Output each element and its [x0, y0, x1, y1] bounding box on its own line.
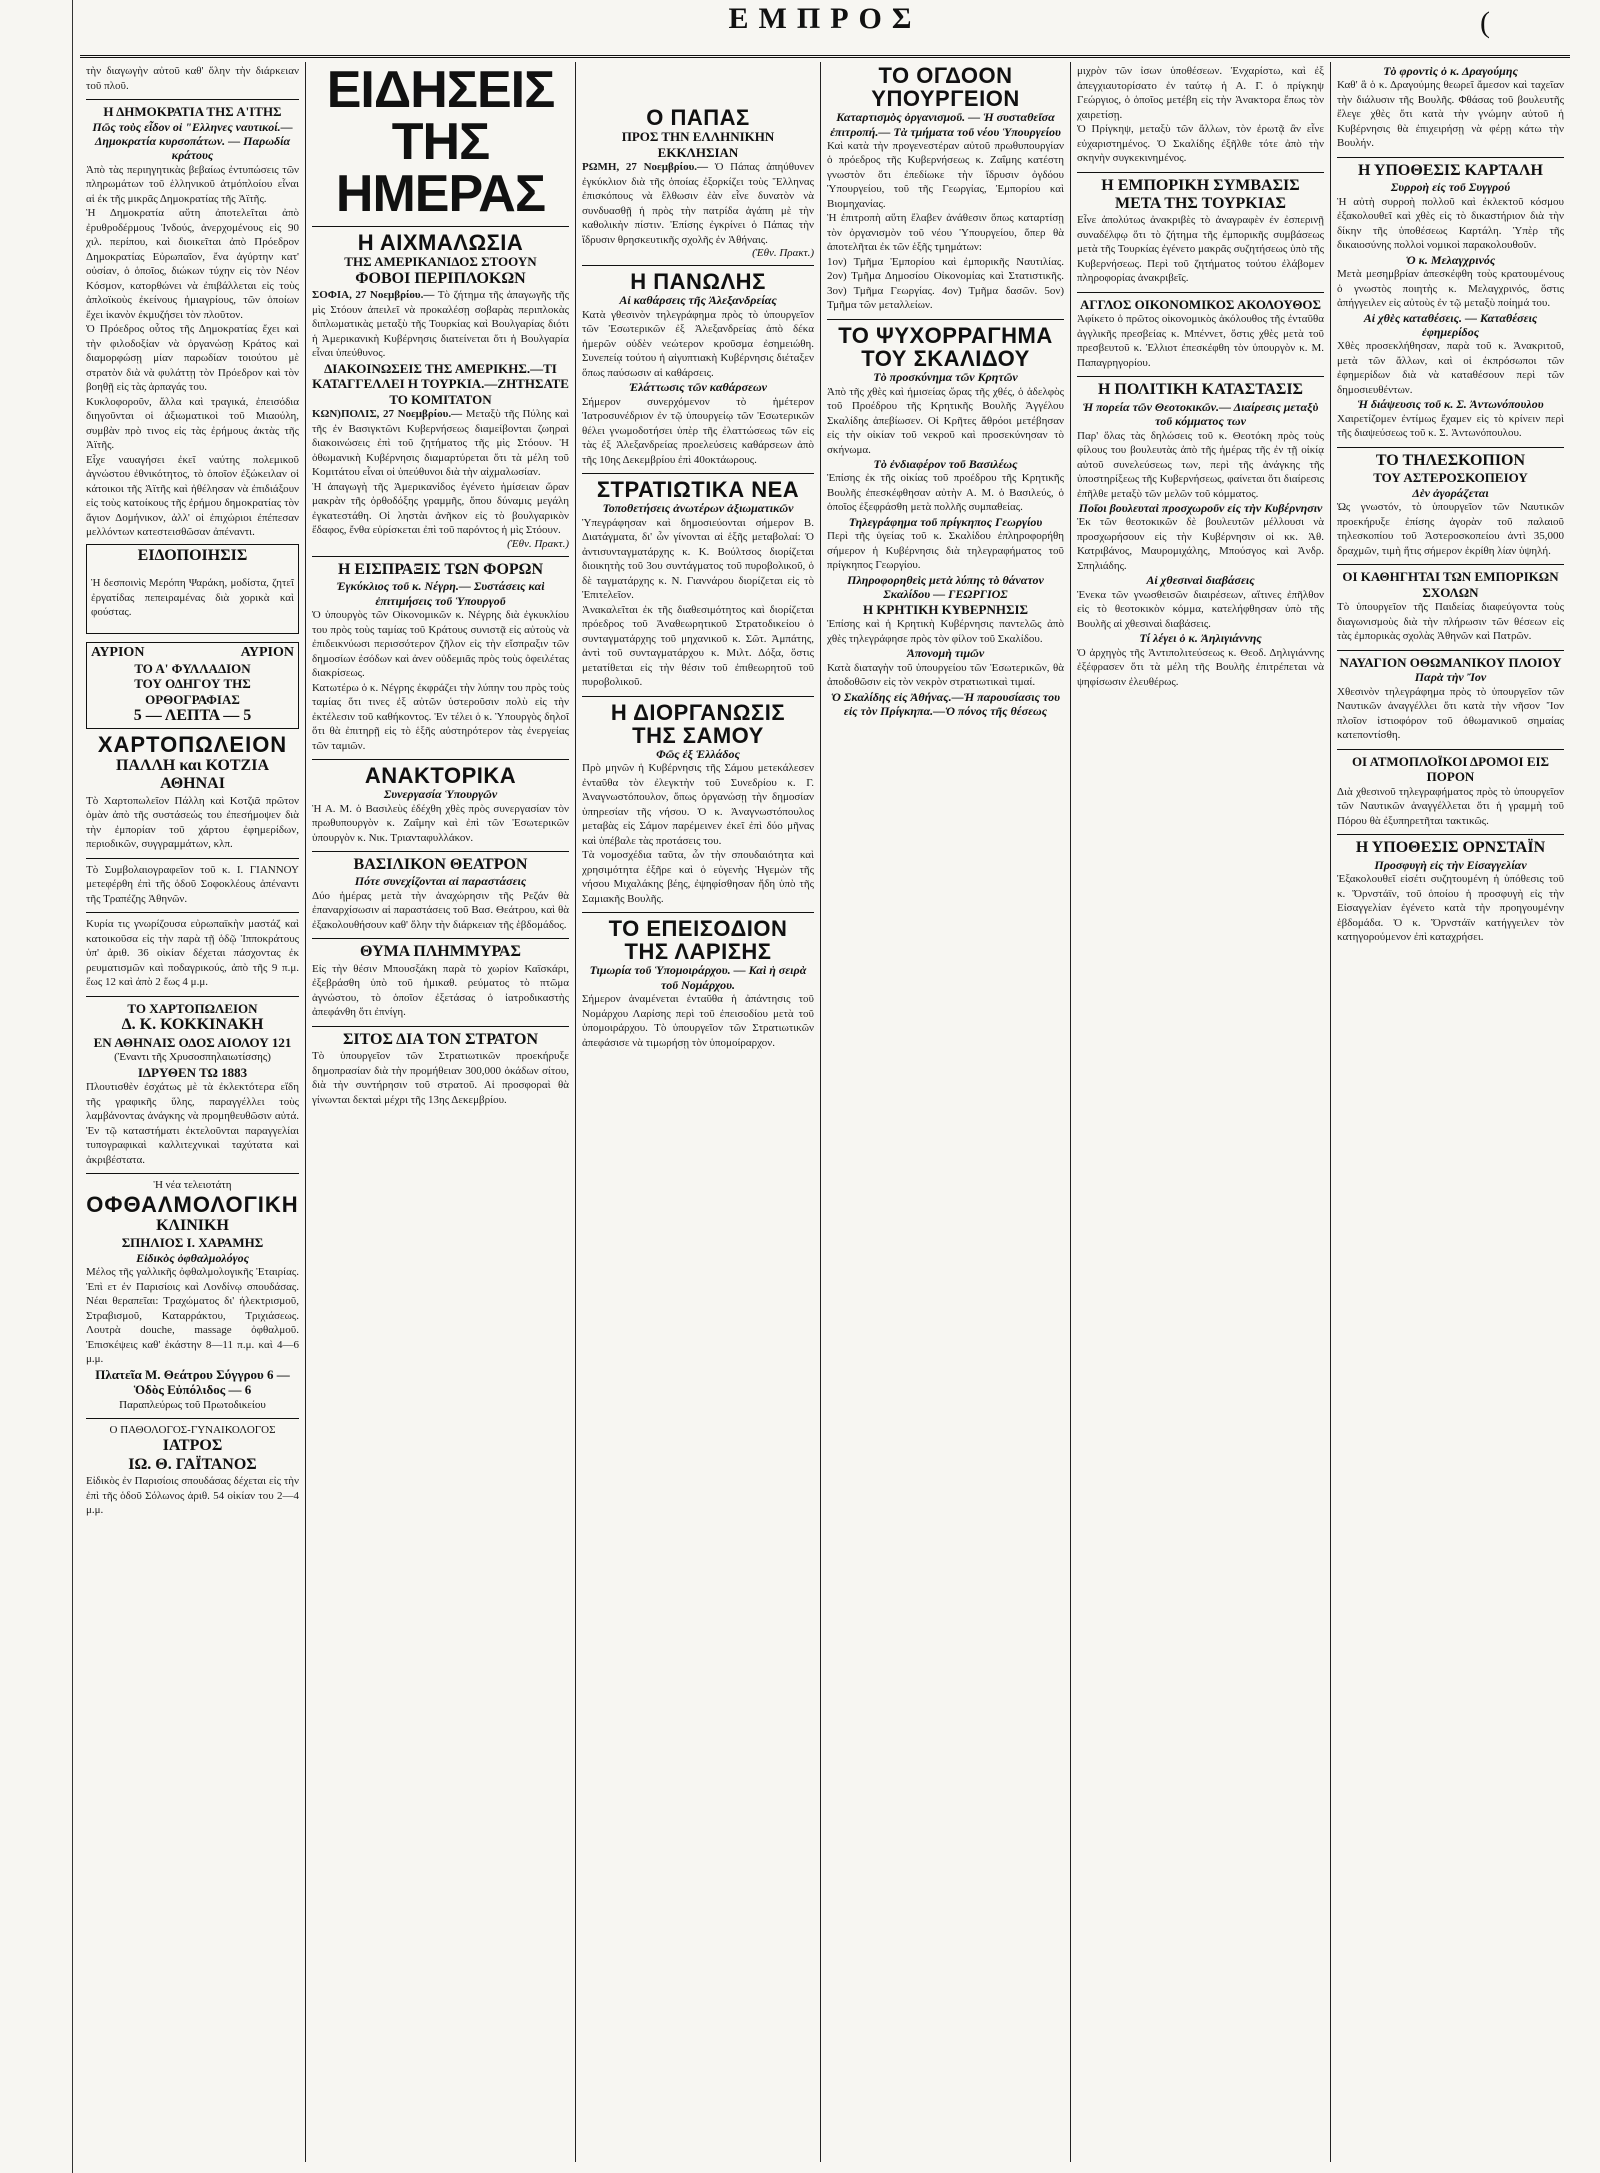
- article-text: Ἀνακαλεῖται ἐκ τῆς διαθεσιμότητος καὶ διορίζεται πρόεδρος τοῦ Ἀναθεωρητικοῦ Στρατοδικείου ὁ συνταγματάρχης τοῦ μηχανικοῦ κ. Σῶτ. Ἀμπάτης, ἀντὶ τοῦ συνταγματάρχου κ. Μιλτ. Δόξα, ὅστις μετατίθεται εἰς τὴν θέσιν τοῦ ἐπιθεωρητοῦ τοῦ πυροβολικοῦ.: [582, 603, 814, 689]
- divider: [312, 226, 569, 227]
- notice-text: Τὸ Συμβολαιογραφεῖον τοῦ κ. Ι. ΓΙΑΝΝΟΥ μετεφέρθη ἐπὶ τῆς ὁδοῦ Σοφοκλέους ἀπέναντι τῆς Τραπέζης Ἀθηνῶν.: [86, 863, 299, 905]
- ad-name: ΣΠΗΛΙΟΣ Ι. ΧΑΡΑΜΗΣ: [121, 1235, 264, 1251]
- article-text: Εἰς τὴν θέσιν Μπουσξάκη παρὰ τὸ χωρίον Καϊσκάρι, ἐξεβράσθη ὑπὸ τοῦ ἡμικαθ. ρεύματος τὸ πτῶμα ἀγνώστου, τὸ ὁποῖον ἐξετάσας ὁ ἰατροδικαστὴς ἀπεφάνθη ὅτι ἐπνίγη.: [312, 962, 569, 1019]
- article-text: Μετὰ μεσημβρίαν ἀπεσκέφθη τοὺς κρατουμένους ὁ γνωστὸς ποιητὴς κ. Μελαγχρινός, ὅστις ἀπήγγειλεν εἰς αὐτοὺς ἐν τῷ μεταξὺ ποίημά του.: [1337, 268, 1564, 310]
- divider: [1077, 292, 1324, 293]
- article-text: Ἐπίσης καὶ ἡ Κρητικὴ Κυβέρνησις παντελῶς ἀπὸ χθὲς τηλεγράφησε πρὸς τὸν φίλον τοῦ Σκαλίδου.: [827, 618, 1064, 645]
- article-title-2: ΤΗΣ ΛΑΡΙΣΗΣ: [624, 939, 772, 965]
- article-subtitle: Πότε συνεχίζονται αἱ παραστάσεις: [354, 874, 527, 889]
- ad-line: ΤΟΥ ΟΔΗΓΟΥ ΤΗΣ ΟΡΘΟΓΡΑΦΙΑΣ: [134, 676, 251, 707]
- ad-name: ΙΩ. Θ. ΓΑΪΤΑΝΟΣ: [128, 1455, 257, 1473]
- source-credit: (Ἐθν. Πρακτ.): [752, 247, 814, 260]
- ad-note: (Ἐναντι τῆς Χρυσοσπηλαιωτίσσης): [114, 1051, 271, 1064]
- article-title-2: ΜΕΤΑ ΤΗΣ ΤΟΥΡΚΙΑΣ: [1115, 194, 1286, 212]
- article-text: Κατὰ διαταγὴν τοῦ ὑπουργείου τῶν Ἐσωτερικῶν, θὰ ἀποδοθῶσιν εἰς τὸν νεκρὸν στρατιωτικαὶ τιμαί.: [827, 661, 1064, 689]
- ad-line: ΤΟ Α' ΦΥΛΛΑΔΙΟΝ: [134, 660, 251, 676]
- telegram-quote: Πληροφορηθεὶς μετὰ λύπης τὸ θάνατον Σκαλίδου — ΓΕΩΡΓΙΟΣ: [847, 572, 1044, 602]
- ad-text: Τὸ Χαρτοπωλεῖον Πάλλη καὶ Κοτζιᾶ πρῶτον ὁμὰν ἀπὸ τῆς συστάσεώς του ἐπεσήμοψεν διὰ τὴν ἐμπορίαν τοῦ χάρτου ἐφημερίδων, περιοδικῶν, συγγραμμάτων, κλπ.: [86, 794, 299, 851]
- article-text: Δύο ἡμέρας μετὰ τὴν ἀναχώρησιν τῆς Ρεζάν θὰ ἐπαναρχίσωσιν αἱ παραστάσεις τοῦ Βασ. Θεάτρου, καὶ θὰ ἐξακολουθήσουν καθ' ὅλην τὴν διάρκειαν τῆς ἑβδομάδος.: [312, 889, 569, 931]
- article-subtitle: Ἡ πορεία τῶν Θεοτοκικῶν.— Διαίρεσις μεταξὺ τοῦ κόμματος των: [1082, 399, 1319, 429]
- article-text: Κυκλοφοροῦν, ἄλλα καὶ τραγικά, ἐπεισόδια διηγοῦνται οἱ ἀξιωματικοὶ τοῦ Μιαούλη, συμβὰν πρὸ τινος εἰς τὰς ἐρήμους ἀκτὰς τῆς Ἀϊτῆς.: [86, 395, 299, 452]
- ad-text: Εἰδικὸς ἐν Παρισίοις σπουδάσας δέχεται εἰς τὴν ἐπὶ τῆς ὁδοῦ Σόλωνος ἀριθ. 54 οἰκίαν του 2—4 μ.μ.: [86, 1475, 299, 1517]
- article-subtitle: Τὸ φροντὶς ὁ κ. Δραγούμης: [1383, 64, 1518, 78]
- ad-title: ΟΦΘΑΛΜΟΛΟΓΙΚΗ: [86, 1191, 299, 1217]
- column-3: [575, 62, 820, 2162]
- column-2: [305, 62, 575, 2162]
- column-5: [1070, 62, 1330, 2162]
- article-text: Κατωτέρω ὁ κ. Νέγρης ἐκφράζει τὴν λύπην του πρὸς τοὺς ταμίας ὅτι τινες ἐξ αὐτῶν ὑστεροῦσιν πολὺ εἰς τὴν ἐκτέλεσιν τοῦ καθήκοντος. Ἐν τέλει ὁ κ. Ὑπουργὸς δηλοῖ ὅτι θὰ ἐπιτηρῇ εἰς τὸ ἑξῆς αὐστηρότερον τὰς ἐνεργείας τῶν ταμιῶν.: [312, 681, 569, 752]
- article-title: ΣΙΤΟΣ ΔΙΑ ΤΟΝ ΣΤΡΑΤΟΝ: [342, 1030, 539, 1048]
- article-text: Πρὸ μηνῶν ἡ Κυβέρνησις τῆς Σάμου μετεκάλεσεν ἐνταῦθα τὸν ἐλεγκτὴν τοῦ Συνεδρίου κ. Γ. Ἀναγνωστόπουλον, ὅπως ὀργανώσῃ τὴν δημοσίαν ὑπηρεσίαν τῆς νήσου. Ὁ κ. Ἀναγνωστόπουλος μεταβὰς εἰς Σάμον παρέμεινεν ἐκεῖ ἐπὶ δύο μῆνας καὶ ὑπέβαλε τὰς προτάσεις του.: [582, 762, 814, 847]
- article-subtitle: Ἡ διάψευσις τοῦ κ. Σ. Ἀντωνόπουλου: [1357, 397, 1544, 412]
- dateline: ΡΩΜΗ, 27 Νοεμβρίου.—: [582, 161, 709, 174]
- ad-text: Μέλος τῆς γαλλικῆς ὀφθαλμολογικῆς Ἑταιρίας. Ἐπὶ ετ ἐν Παρισίοις καὶ Λονδίνῳ σπουδάσας. Νέαι θεραπεῖαι: Τραχώματος δι' ἠλεκτρισμοῦ, Στραβισμοῦ, Καταρράκτου, Τριχιάσεως. Λουτρὰ douche, massage ὀφθαλμοῦ. Ἐπισκέψεις καθ' ἑκάστην 8—11 π.μ. καὶ 4—6 μ.μ.: [86, 1266, 299, 1366]
- divider: [1077, 172, 1324, 173]
- article-subtitle: Η ΚΡΗΤΙΚΗ ΚΥΒΕΡΝΗΣΙΣ: [862, 601, 1029, 617]
- article-title: ΤΟ ΤΗΛΕΣΚΟΠΙΟΝ: [1375, 451, 1526, 469]
- ad-address: ΕΝ ΑΘΗΝΑΙΣ ΟΔΟΣ ΑΙΟΛΟΥ 121: [93, 1034, 292, 1050]
- article-text: Χαιρετίζομεν ἐντίμως ἔχαμεν εἰς τὸ κρίνειν περὶ τῆς διαψεύσεως τοῦ κ. Σ. Ἀντωνόπουλου.: [1337, 412, 1564, 440]
- article-subtitle: Ἐγκύκλιος τοῦ κ. Νέγρη.— Συστάσεις καὶ ἐπιτιμήσεις τοῦ Ὑπουργοῦ: [336, 579, 545, 608]
- divider: [1077, 376, 1324, 377]
- article-title: ΤΟ ΨΥΧΟΡΡΑΓΗΜΑ: [838, 322, 1053, 348]
- divider: [1337, 157, 1564, 158]
- divider: [86, 1173, 299, 1174]
- article-text: Κατὰ γθεσινὸν τηλεγράφημα πρὸς τὸ ὑπουργεῖον τῶν Ἐσωτερικῶν ἐξ Ἀλεξανδρείας ἀπὸ δέκα ἡμερῶν οὐδὲν νεώτερον κροῦσμα ἐσημειώθη. Συνεπείᾳ τούτου ἡ αἰγυπτιακὴ Κυβέρνησις διέταξεν ὅπως παύσωσιν αἱ καθάρσεις.: [582, 308, 814, 379]
- article-title: Η ΠΑΝΩΛΗΣ: [630, 269, 766, 295]
- article-text: Χθεσινὸν τηλεγράφημα πρὸς τὸ ὑπουργεῖον τῶν Ναυτικῶν ἀναγγέλλει ὅτι κατὰ τὴν νῆσον Ἴον πλοῖον ἰστιοφόρον τοῦ ὀθωμανικοῦ σημαίας κατεποντίσθη.: [1337, 685, 1564, 742]
- article-text: Ἀπὸ τῆς χθὲς καὶ ἡμισείας ὥρας τῆς χθές, ὁ ἀδελφὸς τοῦ Προέδρου τῆς Κρητικῆς Βουλῆς Ἀγγέλου Σκαλίδης ἀπεβίωσεν. Οἱ Κρῆτες ἄθρόοι μετέβησαν εἰς τὴν οἰκίαν τοῦ νεκροῦ καὶ προσεκύνησαν τὸ σκήνωμα.: [827, 385, 1064, 456]
- divider: [1337, 447, 1564, 448]
- article-body: Ὁ Πάπας ἀπηύθυνεν ἐγκύκλιον διὰ τῆς ὁποίας ἐξορκίζει τοὺς Ἕλληνας ἐπισκόπους νὰ ἔλθωσιν ἐὰν εἶνε δυνατὸν νὰ συνδυασθῇ ἡ πρὸς τὴν πατρίδα ἀγάπη μὲ τὴν καθολικὴν πίστιν. Ἐπίσης ἐγκρίνει ὁ Πάπας τὴν ἵδρυσιν θρησκευτικῆς σχολῆς ἐν Ἀθήναις.: [582, 161, 814, 246]
- newspaper-title: ΕΜΠΡΟΣ: [728, 2, 922, 35]
- article-subtitle: Τὸ ἐνδιαφέρον τοῦ Βασιλέως: [873, 457, 1018, 472]
- article-title: ΑΝΑΚΤΟΡΙΚΑ: [364, 763, 517, 789]
- ad-title-2: ΚΛΙΝΙΚΗ: [156, 1216, 229, 1234]
- article-text: Καθ' ἃ ὁ κ. Δραγούμης θεωρεῖ ἄμεσον καὶ ταχεῖαν τὴν διάλυσιν τῆς Βουλῆς. Φθάσας τοῦ βουλευτῆς ἔλεγε χθὲς ὅτι κατὰ τὴν γνώμην αὐτοῦ ἡ Κυβέρνησις θὰ ἐπιχειρήσῃ νὰ φέρῃ κάτω τὴν Βουλήν.: [1337, 79, 1564, 150]
- article-text: [312, 288, 569, 361]
- article-text: μιχρὸν τῶν ἰσων ὑποθέσεων. Ἐνχαρίστω, καὶ ἐξ ἀπεγχιαυτορίσατο ἐν ταύτῳ ἡ Α. Γ. ὁ πρίγκηψ Γεώργιος, ὁ ὁποῖος μετέβη εἰς τὴν Ἀνακτορα ἔπως τὸν χαιρετίσῃ.: [1077, 65, 1324, 121]
- article-text: Διὰ χθεσινοῦ τηλεγραφήματος πρὸς τὸ ὑπουργεῖον τῶν Ναυτικῶν ἀναγγέλλεται ὅτι ἡ γραμμὴ τοῦ Πόρου θὰ ἐξυπηρετῆται τακτικῶς.: [1337, 785, 1564, 827]
- article-title: ΟΙ ΑΤΜΟΠΛΟΪΚΟΙ ΔΡΟΜΟΙ ΕΙΣ ΠΟΡΟΝ: [1351, 753, 1550, 785]
- divider: [86, 996, 299, 997]
- article-title: Η ΥΠΟΘΕΣΙΣ ΟΡΝΣΤΑΪΝ: [1355, 839, 1546, 857]
- ad-box: [86, 642, 299, 729]
- article-text: Ὁ Πρόεδρος οὗτος τῆς Δημοκρατίας ἔχει καὶ τὴν φιλοδοξίαν νὰ ὀργανώσῃ Κράτος καὶ διαμορφώσῃ μίαν παρωδίαν τοιούτου μὲ στρατὸν διὰ νὰ φυλάττῃ τὸν Πρόεδρον καὶ τὸν βοηθῇ εἰς τὰς ἀρπαγάς του.: [86, 323, 299, 394]
- ad-tomorrow-left: ΑΥΡΙΟΝ: [91, 644, 145, 660]
- article-subtitle: Καταρτισμὸς ὀργανισμοῦ. — Ἡ συσταθεῖσα ἐπιτροπή.— Τὰ τμήματα τοῦ νέου Ὑπουργείου: [830, 110, 1061, 139]
- article-text: Τὰ νομοσχέδια ταῦτα, ὧν τὴν σπουδαιότητα καὶ χρησιμότητα ἐξῆρε καὶ ὁ εὐγενὴς Ἡγεμὼν τῆς νήσου Μιχαλάκης βέης, ἐψηφίσθησαν ἤδη ὑπὸ τῆς Σαμιακῆς Βουλῆς.: [582, 849, 814, 905]
- divider: [1337, 564, 1564, 565]
- ad-subtitle: Εἰδικὸς ὀφθαλμολόγος: [136, 1250, 249, 1265]
- article-text: [582, 160, 814, 247]
- article-subtitle: Συνεργασία Ὑπουργῶν: [383, 787, 498, 802]
- article-title: Η ΠΟΛΙΤΙΚΗ ΚΑΤΑΣΤΑΣΙΣ: [1097, 381, 1304, 399]
- article-text: Σήμερον ἀναμένεται ἐνταῦθα ἡ ἀπάντησις τοῦ Νομάρχου Λαρίσης περὶ τοῦ ἐπεισοδίου μετὰ τοῦ ὑπομοιράρχου. Τὸ ὑπουργεῖον τῶν Στρατιωτικῶν ἀπεφάσισε νὰ τιμωρήσῃ τὸν ὑπομοίραρχον.: [582, 993, 814, 1049]
- article-title: ΒΑΣΙΛΙΚΟΝ ΘΕΑΤΡΟΝ: [353, 856, 528, 874]
- article-title: ΤΟ ΟΓΔΟΟΝ: [878, 63, 1013, 88]
- divider: [1337, 650, 1564, 651]
- article-title: Η ΕΙΣΠΡΑΞΙΣ ΤΩΝ ΦΟΡΩΝ: [337, 560, 544, 578]
- ad-pre: Ἡ νέα τελειοτάτη: [153, 1179, 232, 1192]
- article-subtitle: ΔΙΑΚΟΙΝΩΣΕΙΣ ΤΗΣ ΑΜΕΡΙΚΗΣ.—ΤΙ ΚΑΤΑΓΓΕΛΛΕΙ Η ΤΟΥΡΚΙΑ.—ΖΗΤΗΣΑΤΕ ΤΟ ΚΟΜΙΤΑΤΟΝ: [312, 360, 569, 407]
- article-text: Τὸ ὑπουργεῖον τῶν Στρατιωτικῶν προεκήρυξε δημοπρασίαν διὰ τὴν προμήθειαν 300,000 ὀκάδων σίτου, διὰ τὴν συντήρησιν τοῦ στρατοῦ. Αἱ προσφοραὶ θὰ γίνωνται δεκταὶ μέχρι τῆς 13ης Δεκεμβρίου.: [312, 1050, 569, 1106]
- column-1: [80, 62, 305, 2162]
- article-subtitle: Τιμωρία τοῦ Ὑπομοιράρχου. — Καὶ ἡ σειρὰ τοῦ Νομάρχου.: [589, 963, 807, 992]
- article-text: Τὸ ὑπουργεῖον τῆς Παιδείας διαφεύγοντα τοὺς διαγωνισμοὺς διὰ τὴν πλήρωσιν τῶν θέσεων εἰς τὰς ἐμπορικὰς σχολὰς Ἀθηνῶν καὶ Πατρῶν.: [1337, 601, 1564, 643]
- spacer: [582, 64, 814, 106]
- article-text: Εἶνε ἀπολύτως ἀνακριβὲς τὸ ἀναγραφὲν ἐν ἐσπερινῇ συναδέλφῳ ὅτι τὸ ζήτημα τῆς ἐμπορικῆς συμβάσεως μετὰ τῆς Τουρκίας ἐγένετο μακρᾶς συζητήσεως ὑπὸ τῆς Κυβερνήσεως. Περὶ τοῦ ζητήματος τούτου ἐλάβομεν πληροφορίας ἀνακριβεῖς.: [1077, 214, 1324, 285]
- article-text: Ἡ Δημοκρατία αὕτη ἀποτελεῖται ἀπὸ ἐρυθροδέρμους Ἰνδούς, ἀνερχομένους εἰς 90 χιλ. περίπου, καὶ διοικεῖται ἀπὸ Πρόεδρον Δημοκρατίας Εὐρωπαῖον, ἔνα ἀγύρτην κατ' οὐσίαν, ὁ ὁποῖος, διώκων τύχην εἰς τὸν Νέον Κόσμον, κατορθώνει νὰ ἐπιβάλλεται εἰς τοὺς ἀπλοϊκοὺς ἐκείνους ἠμιαγρίους, τῶν ὁποίων ἔχει ἱκανὸν ἐκμυζήσει τὸν πλοῦτον.: [86, 207, 299, 321]
- article-text: Εἶχε ναυαγήσει ἐκεῖ ναύτης πολεμικοῦ ἀγνώστου ἐθνικότητος, τὸ ὁποῖον ἐξώκειλαν οἱ κάτοικοι τῆς Ἀϊτῆς καὶ ἠθέλησαν νὰ ἐπιδιάξουν εἰς τοὺς κατοίκους τῆς ἐρήμου δημοκρατίας τὸν ἅγιον Δομήνικον, ἀλλ' οἱ ἐπιχώριοι ἐπέπεσαν μελλόντων κατεστεισθῶσαν ἀπέναντι.: [86, 453, 299, 539]
- article-subtitle: Ὁ Σκαλίδης εἰς Ἀθήνας.—Ἡ παρουσίασις του εἰς τὸν Πρίγκηπα.—Ὁ πόνος τῆς θέσεως: [831, 689, 1060, 718]
- source-credit: (Ἐθν. Πρακτ.): [507, 537, 569, 550]
- article-subtitle: Δὲν ἀγοράζεται: [1412, 485, 1489, 500]
- article-subtitle: Παρὰ τὴν Ἴον: [1414, 670, 1487, 685]
- divider: [827, 319, 1064, 320]
- article-title: ΤΟ ΕΠΕΙΣΟΔΙΟΝ: [608, 916, 788, 942]
- article-title: Η ΑΙΧΜΑΛΩΣΙΑ: [357, 230, 524, 255]
- divider: [1337, 834, 1564, 835]
- ad-pre: Ο ΠΑΘΟΛΟΓΟΣ-ΓΥΝΑΙΚΟΛΟΓΟΣ: [109, 1424, 276, 1437]
- divider: [582, 473, 814, 474]
- article-subtitle: Αἱ χθὲς καταθέσεις. — Καταθέσεις ἐφημερίδος: [1363, 310, 1538, 339]
- section-banner: ΕΙΔΗΣΕΙΣ ΤΗΣ ΗΜΕΡΑΣ: [326, 62, 555, 223]
- notice-title: ΕΙΔΟΠΟΙΗΣΙΣ: [137, 546, 248, 564]
- article-subtitle: Προσφυγὴ εἰς τὴν Εἰσαγγελίαν: [1374, 857, 1527, 872]
- article-text: Καὶ κατὰ τὴν προγενεστέραν αὐτοῦ πρωθυπουργίαν ὁ πρόεδρος τῆς Κυβερνήσεως κ. Ζαΐμης κατέστη γνωστὸν ὅτι ἐπεδίωκε τὴν ἵδρυσιν ὀγδόου Ὑπουργείου, τοῦ τῆς Γεωργίας, Ἐμπορίου καὶ Βιομηχανίας.: [827, 139, 1064, 210]
- article-text: Ἐνεκα τῶν γνωσθεισῶν διαιρέσεων, αἵτινες ἐπῆλθον εἰς τὸ θεοτοκικὸν κόμμα, κατελήφθησαν ὑπὸ τῆς Βουλῆς αἱ χθεσιναὶ διαβάσεις.: [1077, 588, 1324, 630]
- article-text: Ὁ ἀρχηγὸς τῆς Ἀντιπολιτεύσεως κ. Θεοδ. Δηλιγιάννης ἐξέφρασεν ὅτι τὰ μέλη τῆς Βουλῆς ἐπιτρέπεται νὰ ψηφίσωσιν ἐλευθέρως.: [1077, 646, 1324, 688]
- article-title-2: ΥΠΟΥΡΓΕΙΟΝ: [871, 86, 1020, 112]
- divider: [312, 1026, 569, 1027]
- notice-text: Κυρία τις γνωρίζουσα εὐρωπαϊκὴν μαστάζ καὶ κατοικοῦσα εἰς τὴν παρὰ τῇ ὁδῷ Ἱπποκράτους ὑπ' ἀριθ. 36 οἰκίαν δέχεται πάσχοντας ἐκ ρευματισμῶν καὶ ποδαγρικούς, ἀπὸ τῆς 9 π.μ. ἕως 12 καὶ ἀπὸ 2 ἕως 4 μ.μ.: [86, 918, 299, 989]
- article-body: Μεταξὺ τῆς Πύλης καὶ τῆς ἐν Βασιγκτῶνι Κυβερνήσεως διαμείβονται ζωηραὶ διακοινώσεις ἐπὶ τοῦ ζητήματος τῆς μὶς Στόουν. Ἡ ὀθωμανικὴ Κυβέρνησις διαμαρτύρεται ὅτι τὰ μέλη τοῦ Κομιτάτου εἶναι οἱ ὑπεύθυνοι διὰ τὴν αἰχμαλωσίαν.: [312, 408, 569, 479]
- article-text: [312, 407, 569, 480]
- article-text: Ἡ Α. Μ. ὁ Βασιλεὺς ἐδέχθη χθὲς πρὸς συνεργασίαν τὸν πρωθυπουργὸν κ. Ζαΐμην καὶ ἐπὶ τῶν Ἐσωτερικῶν ὑπουργὸν κ. Νικ. Τριανταφυλλάκον.: [312, 802, 569, 844]
- article-text: Ἐκ τῶν θεοτοκικῶν δὲ βουλευτῶν μέλλουσι νὰ προσχωρήσουν εἰς τὴν Κυβέρνησιν οἱ κκ. Ἀθ. Κατριβάνος, Μαυρομιχάλης, Μπούσγος καὶ Ἀνδρ. Σπηλιάδης.: [1077, 516, 1324, 572]
- article-text: Χθὲς προσεκλήθησαν, παρὰ τοῦ κ. Ἀνακριτοῦ, μετὰ τῶν ἄλλων, καὶ οἱ ἐκπρόσωποι τῶν ἐφημερίδων διὰ νὰ καταθέσουν περὶ τῶν δημοσιευθέντων.: [1337, 340, 1564, 396]
- article-text: Παρ' ὅλας τὰς δηλώσεις τοῦ κ. Θεοτόκη πρὸς τοὺς φίλους του βουλευτὰς ἀπὸ τῆς ἡμέρας τῆς ἐν τῇ οἰκίᾳ αὐτοῦ συνελεύσεως των, περὶ τῆς ἀνάγκης τῆς ὑποστηρίξεως τῆς Κυβερνήσεως, φαίνεται ὅτι διαίρεσις ἐπῆλθε μεταξὺ τῶν μελῶν τοῦ κόμματος.: [1077, 429, 1324, 500]
- article-text: Ὁ Πρίγκηψ, μεταξὺ τῶν ἄλλων, τὸν ἐρωτᾷ ἂν εἶνε εὐχαριστημένος. Ὁ Σκαλίδης ἐξῆλθε τότε ἀπὸ τὴν σκηνὴν συγκεκινημένος.: [1077, 123, 1324, 164]
- divider: [86, 858, 299, 859]
- article-text: Ἡ ἀπαγωγὴ τῆς Ἀμερικανίδος ἐγένετο ἡμίσειαν ὥραν μακρὰν τῆς ὀρθοδόξης γραμμῆς, ὅπου δύναμις μεγάλη ἐγκατεστάθη. Οἱ ληστὰι ἀνῆκον εἰς τὸ βουλγαρικὸν ἔδαφος, ἔνθα εὑρίσκεται ἐπὶ τοῦ παρόντος ἡ μὶς Στόουν.: [312, 480, 569, 537]
- article-text: Ἀφίκετο ὁ πρῶτος οἰκονομικὸς ἀκόλουθος τῆς ἐνταῦθα ἀγγλικῆς πρεσβείας κ. Μπέννετ, ὅστις χθὲς μετὰ τοῦ πρεσβευτοῦ κ. Ἐλλιοτ ἐπεσκέφθη τὸν ὑπουργὸν κ. Μ. Παπαγρηγορίου.: [1077, 313, 1324, 369]
- article-title: ΘΥΜΑ ΠΛΗΜΜΥΡΑΣ: [360, 943, 521, 961]
- ad-tomorrow-right: ΑΥΡΙΟΝ: [240, 644, 294, 660]
- article-text: Ὁ ὑπουργὸς τῶν Οἰκονομικῶν κ. Νέγρης διὰ ἐγκυκλίου του πρὸς τοὺς ταμίας τοῦ Κράτους συνιστᾷ εἰς αὐτοὺς νὰ ἐπιδεικνύωσι περισσότερον ζῆλον εἰς τὴν εἴσπραξιν τῶν δημοσίων ἐσόδων καὶ ἀνεν οὐδεμιᾶς πρὸς τοὺς ὀφειλέτας διακρίσεως.: [312, 609, 569, 680]
- ad-year: ΙΔΡΥΘΕΝ ΤΩ 1883: [137, 1064, 248, 1080]
- article-title: ΑΓΓΛΟΣ ΟΙΚΟΝΟΜΙΚΟΣ ΑΚΟΛΟΥΘΟΣ: [1079, 296, 1322, 312]
- notice-text: Ἡ δεσποινὶς Μερόπη Ψαράκη, μοδίστα, ζητεῖ ἐργατίδας πεπειραμένας διὰ χορικὰ καὶ φούστας.: [91, 577, 294, 619]
- article-subtitle: Ἐλάττωσις τῶν καθάρσεων: [629, 380, 767, 395]
- ad-header: [91, 645, 294, 661]
- ad-price: 5 — ΛΕΠΤΑ — 5: [133, 707, 252, 725]
- divider: [312, 851, 569, 852]
- divider: [312, 938, 569, 939]
- dateline: ΚΩΝ)ΠΟΛΙΣ, 27 Νοεμβρίου.—: [312, 408, 463, 421]
- divider: [1337, 749, 1564, 750]
- article-title: ΟΙ ΚΑΘΗΓΗΤΑΙ ΤΩΝ ΕΜΠΟΡΙΚΩΝ ΣΧΟΛΩΝ: [1342, 569, 1559, 600]
- article-subtitle: Φῶς ἐξ Ἑλλάδος: [656, 746, 740, 761]
- article-subtitle: ΦΟΒΟΙ ΠΕΡΙΠΛΟΚΩΝ: [355, 269, 526, 287]
- divider: [86, 99, 299, 100]
- article-title-2: ΤΟΥ ΑΣΤΕΡΟΣΚΟΠΕΙΟΥ: [1373, 470, 1528, 486]
- article-title-2: ΤΟΥ ΣΚΑΛΙΔΟΥ: [861, 346, 1030, 372]
- divider: [86, 1418, 299, 1419]
- article-text: Ἐξακολουθεῖ εἰσέτι συζητουμένη ἡ ὑπόθεσις τοῦ κ. Ὄρνστάϊν, τοῦ ὁποίου ἡ προσφυγὴ εἰς τὴν Εἰσαγγελίαν ἐγένετο κατὰ τὴν προηγουμένην ἑβδομάδα. Ὁ κ. Ὄρνστάϊν κατήγγειλεν τὸν κατηγορούμενον ἐπὶ καταχρήσει.: [1337, 873, 1564, 944]
- divider: [582, 265, 814, 266]
- article-subtitle: Τοποθετήσεις ἀνωτέρων ἀξιωματικῶν: [602, 501, 794, 516]
- divider: [312, 759, 569, 760]
- article-title: Η ΕΜΠΟΡΙΚΗ ΣΥΜΒΑΣΙΣ: [1101, 176, 1300, 194]
- article-title: ΣΤΡΑΤΙΩΤΙΚΑ ΝΕΑ: [596, 477, 800, 503]
- article-subtitle: Τί λέγει ὁ κ. Ἀηλιγιάννης: [1139, 631, 1262, 646]
- article-title: Η ΥΠΟΘΕΣΙΣ ΚΑΡΤΑΛΗ: [1358, 161, 1543, 179]
- article-title-2: ΤΗΣ ΑΜΕΡΙΚΑΝΙΔΟΣ ΣΤΟΟΥΝ: [344, 254, 537, 270]
- ad-name: ΠΑΛΛΗ και ΚΟΤΖΙΑ: [115, 757, 270, 775]
- ad-title: ΤΟ ΧΑΡΤΟΠΩΛΕΙΟΝ: [127, 1000, 258, 1016]
- article-text: 1ον) Τμῆμα Ἐμπορίου καὶ ἐμπορικῆς Ναυτιλίας. 2ον) Τμῆμα Δημοσίου Οἰκονομίας καὶ Στατιστικῆς. 3ον) Τμῆμα Γεωργίας. 4ον) Τμῆμα δασῶν. 5ον) Τμῆμα τῶν μεταλλείων.: [827, 255, 1064, 312]
- ad-city: ΑΘΗΝΑΙ: [160, 775, 225, 793]
- article-title: Η ΔΗΜΟΚΡΑΤΙΑ ΤΗΣ Α'ΙΤΗΣ: [103, 104, 282, 119]
- divider: [582, 912, 814, 913]
- article-subtitle: Αἱ καθάρσεις τῆς Ἀλεξανδρείας: [619, 293, 777, 308]
- article-subtitle: Τὸ προσκύνημα τῶν Κρητῶν: [873, 370, 1018, 385]
- ad-title: ΧΑΡΤΟΠΩΛΕΙΟΝ: [97, 731, 288, 757]
- ad-title: ΙΑΤΡΟΣ: [162, 1437, 223, 1455]
- ad-note: Παραπλεύρως τοῦ Πρωτοδικείου: [119, 1398, 266, 1411]
- article-text: Ἡ αὐτὴ συρροὴ πολλοῦ καὶ ἐκλεκτοῦ κόσμου ἐξακολουθεῖ καὶ χθὲς εἰς τὸ δικαστήριον διὰ τὴν δίκην τῆς ὑποθέσεως Καρτάλη. Ὑπὲρ τῆς δικαιοσύνης πολλοὶ νομικοὶ παρακολουθοῦν.: [1337, 195, 1564, 252]
- divider: [86, 912, 299, 913]
- column-4: [820, 62, 1070, 2162]
- article-text: Σήμερον συνερχόμενον τὸ ἡμέτερον Ἰατροσυνέδριον ἐν τῷ ὑπουργείῳ τῶν Ἐσωτερικῶν θέλει γνωμοδοτήσει ὑπὲρ τῆς ἐλαττώσεως τῶν εἰς τὰς ἐξ Ἀλεξανδρείας προελεύσεις καθάρσεων ἀπὸ τῆς 10ης Δεκεμβρίου ἐπὶ 40οκτάωρους.: [582, 395, 814, 466]
- article-subtitle: ΠΡΟΣ ΤΗΝ ΕΛΛΗΝΙΚΗΝ ΕΚΚΛΗΣΙΑΝ: [621, 129, 775, 160]
- article-subtitle: Πῶς τοὺς εἶδον οἱ "Ελληνες ναυτικοί.— Δημοκρατία κυρσοπάτων. — Παρωδία κράτους: [92, 119, 293, 163]
- article-subtitle: Συρροὴ εἰς τοῦ Συγγρού: [1390, 180, 1511, 195]
- notice-box: [86, 544, 299, 634]
- article-text: Ἐπίσης ἐκ τῆς οἰκίας τοῦ προέδρου τῆς Κρητικῆς Βουλῆς ἐπεσκέφθησαν αὐτὴν Α. Μ. ὁ Βασιλεύς, ὁ ὁποῖος ἐξεφράσθη μετὰ πολλῆς συμπαθείας.: [827, 472, 1064, 514]
- ad-address: Πλατεῖα Μ. Θεάτρου Σύγγρου 6 — Ὁδὸς Εὐπόλιδος — 6: [95, 1366, 290, 1398]
- article-text: Ὡς γνωστόν, τὸ ὑπουργεῖον τῶν Ναυτικῶν προεκήρυξε ἐπίσης ἀγορὰν τοῦ παλαιοῦ τηλεσκοπίου τοῦ Ἀστεροσκοπείου ἀντὶ 35,000 δραχμῶν, τιμὴ ἥτις σήμερον ἐκρίθη λίαν ὑψηλή.: [1337, 501, 1564, 557]
- column-6: [1330, 62, 1570, 2162]
- article-title: Η ΔΙΟΡΓΑΝΩΣΙΣ: [610, 699, 786, 725]
- article-text: Ἀπὸ τὰς περιηγητικὰς βεβαίως ἐντυπώσεις τῶν πληρωμάτων τοῦ ἑλληνικοῦ ἀτμόπλοίου εἶναι αἱ ἐκ τῆς μικρᾶς Δημοκρατίας τῆς Ἀϊτῆς.: [86, 163, 299, 205]
- page-edge: [72, 0, 73, 2173]
- divider: [312, 556, 569, 557]
- article-subtitle: Ἀπονομὴ τιμῶν: [906, 646, 985, 661]
- dateline: ΣΟΦΙΑ, 27 Νοεμβρίου.—: [312, 289, 435, 302]
- intro-text: τὴν διαγωγὴν αὐτοῦ καθ' ὅλην τὴν διάρκειαν τοῦ πλοῦ.: [86, 65, 299, 92]
- divider: [582, 696, 814, 697]
- ad-name: Δ. Κ. ΚΟΚΚΙΝΑΚΗ: [121, 1016, 264, 1034]
- article-subtitle: Ὁ κ. Μελαγχρινός: [1405, 252, 1496, 267]
- ad-text: Πλουτισθὲν ἐσχάτως μὲ τὰ ἐκλεκτότερα εἴδη τῆς γραφικῆς ὕλης, παραγγέλλει τοὺς λαμβάνοντας ἀνάγκης νὰ προμηθευθῶσιν αὐτά. Ἐν τῷ καταστήματι ἐκτελοῦνται παραγγελίαι τυπογραφικαὶ καλλιτεχνικαὶ ταχύτατα καὶ ἀκριβέστατα.: [86, 1081, 299, 1166]
- article-title: Ο ΠΑΠΑΣ: [646, 105, 750, 130]
- masthead: [80, 0, 1570, 58]
- article-title: ΝΑΥΑΓΙΟΝ ΟΘΩΜΑΝΙΚΟΥ ΠΛΟΙΟΥ: [1339, 654, 1562, 670]
- article-title-2: ΤΗΣ ΣΑΜΟΥ: [632, 722, 764, 748]
- article-body: Τὸ ζήτημα τῆς ἀπαγωγῆς τῆς μὶς Στόουν ἀπειλεῖ νὰ προκαλέσῃ σοβαρὰς περιπλοκὰς διπλωματικὰς μεταξὺ τῆς Τουρκίας καὶ Βουλγαρίας διότι ἡ Ἀμερικανικὴ Κυβέρνησις διατείνεται ὅτι ἡ Βουλγαρία εἶναι ὑπεύθυνος.: [312, 289, 569, 360]
- article-text: Ἡ ἐπιτροπὴ αὕτη ἔλαβεν ἀνάθεσιν ὅπως καταρτίσῃ τὸν ὀργανισμὸν τοῦ νέου Ὑπουργείου, ὅπερ θὰ ἀποτελῆται ἐκ τῶν ἑξῆς τμημάτων:: [827, 212, 1064, 254]
- article-subtitle: Ποῖοι βουλευταὶ προσχωροῦν εἰς τὴν Κυβέρνησιν: [1078, 501, 1323, 516]
- margin-mark: (: [1480, 6, 1490, 39]
- article-text: Περὶ τῆς ὑγείας τοῦ κ. Σκαλίδου ἐπληροφορήθη σήμερον ἡ Κυβέρνησις διὰ τηλεγραφήματος τοῦ πρίγκηπος Γεωργίου.: [827, 530, 1064, 572]
- article-subtitle: Αἱ χθεσιναὶ διαβάσεις: [1146, 573, 1255, 588]
- article-text: Ὑπεγράφησαν καὶ δημοσιεύονται σήμερον Β. Διατάγματα, δι' ὧν γίνονται αἱ ἑξῆς μεταβολαί: Ὁ ἀντισυνταγματάρχης κ. Κ. Βούλτσος διορίζεται διοικητὴς τοῦ 3ου συντάγματος τοῦ πυροβολικοῦ, ὁ δὲ ταγματάρχης κ. Ν. Γιαννάρου διορίζεται εἰς τὸ Ἐπιτελεῖον.: [582, 516, 814, 602]
- article-subtitle: Τηλεγράφημα τοῦ πρίγκηπος Γεωργίου: [848, 514, 1043, 529]
